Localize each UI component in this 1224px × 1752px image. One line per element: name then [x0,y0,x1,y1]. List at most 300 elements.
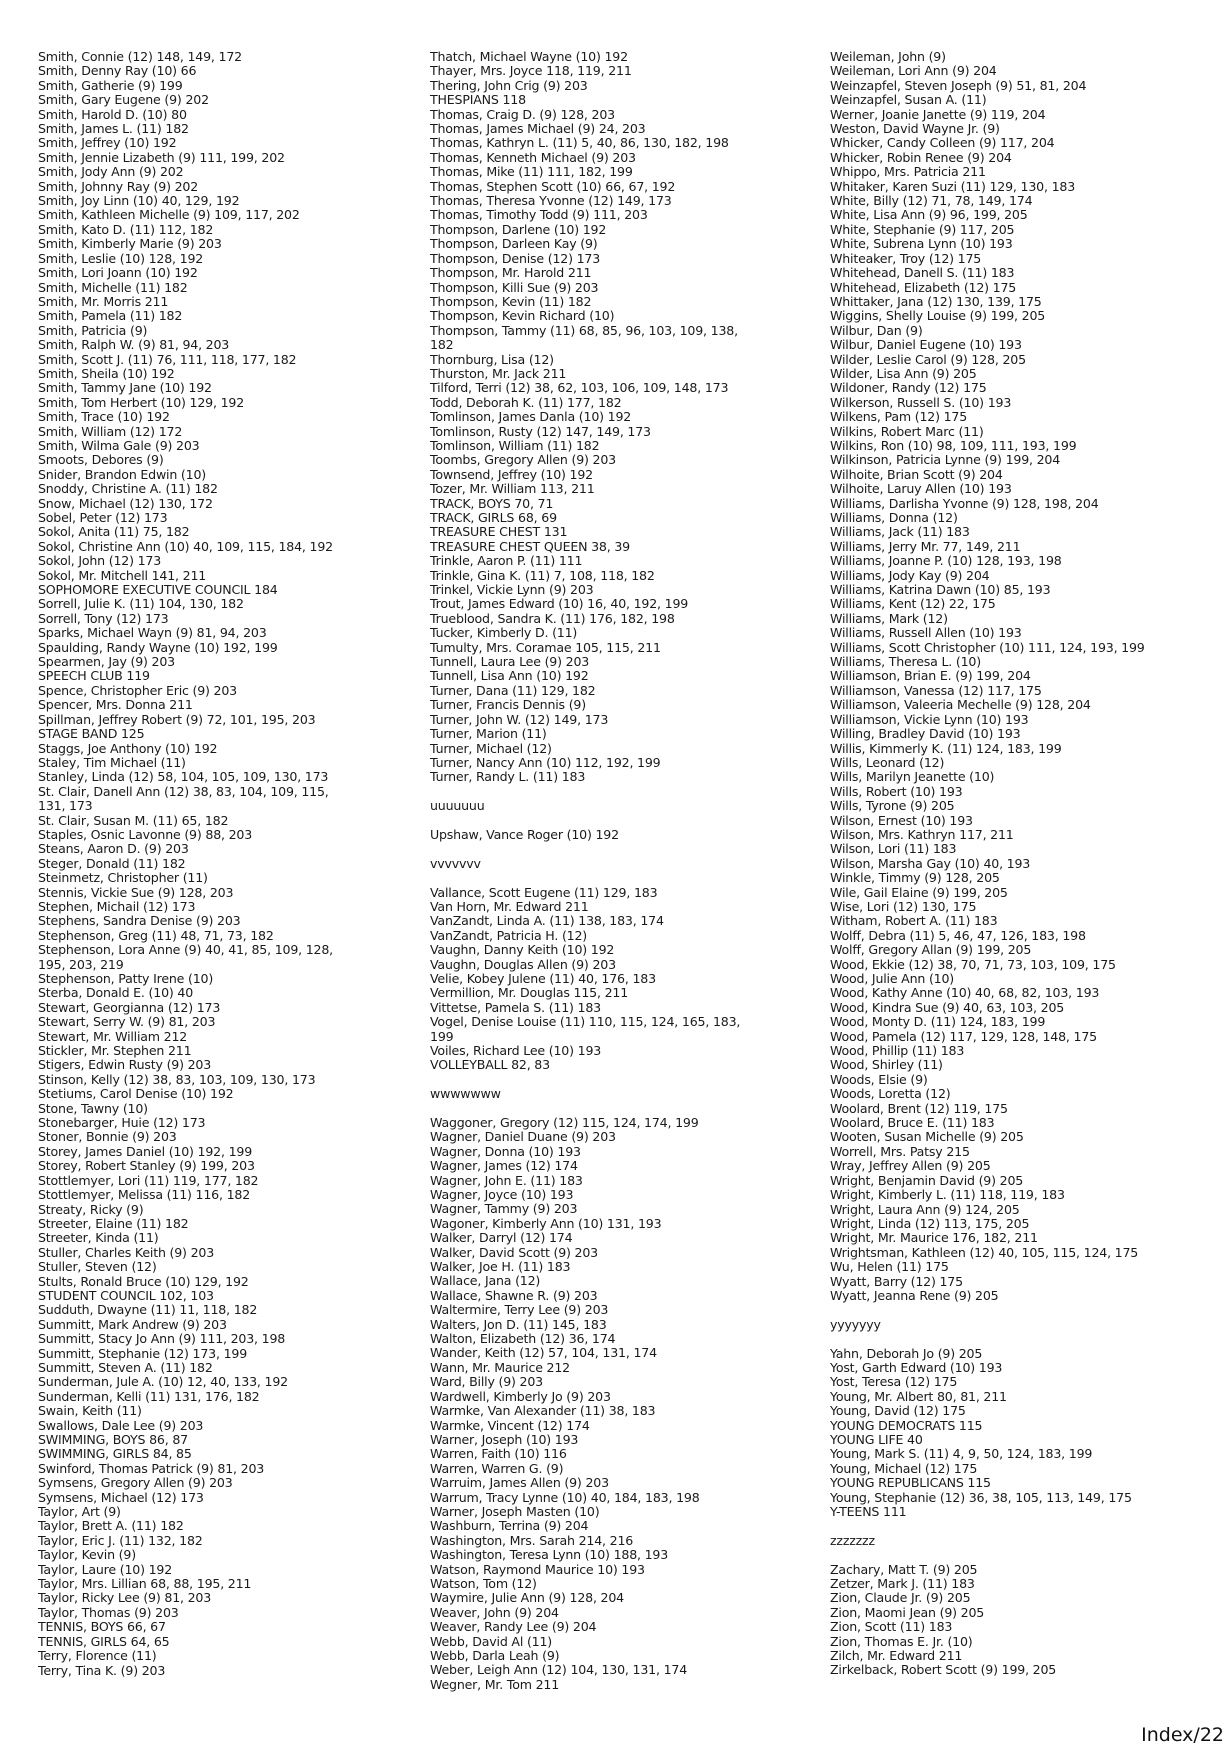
letter-divider: vvvvvvv [430,855,481,871]
index-entry: Tomlinson, Rusty (12) 147, 149, 173 [430,423,651,439]
index-entry: Washburn, Terrina (9) 204 [430,1518,589,1534]
index-entry: Wilson, Ernest (10) 193 [830,812,973,828]
index-entry: Walker, David Scott (9) 203 [430,1244,598,1260]
index-entry: Thomas, James Michael (9) 24, 203 [430,121,646,137]
index-entry: Sokol, Mr. Mitchell 141, 211 [38,567,207,583]
index-entry: Sudduth, Dwayne (11) 11, 118, 182 [38,1302,258,1318]
index-entry: Thomas, Craig D. (9) 128, 203 [430,106,615,122]
index-entry: Williamson, Brian E. (9) 199, 204 [830,668,1031,684]
index-entry: VanZandt, Patricia H. (12) [430,927,588,943]
index-entry: St. Clair, Susan M. (11) 65, 182 [38,812,229,828]
index-entry: Streaty, Ricky (9) [38,1201,144,1217]
index-entry: Stults, Ronald Bruce (10) 129, 192 [38,1273,249,1289]
index-entry: Thomas, Timothy Todd (9) 111, 203 [430,207,648,223]
index-entry: Washington, Teresa Lynn (10) 188, 193 [430,1547,669,1563]
index-entry: TRACK, GIRLS 68, 69 [430,510,557,525]
index-entry: Thompson, Kevin (11) 182 [430,293,592,309]
index-entry: Thompson, Darleen Kay (9) [430,236,598,252]
index-entry: Thomas, Kathryn L. (11) 5, 40, 86, 130, 182, 198 [430,135,729,151]
letter-divider: uuuuuuu [430,798,485,814]
index-entry: Zion, Claude Jr. (9) 205 [830,1590,971,1606]
index-entry: Trinkel, Vickie Lynn (9) 203 [430,582,594,598]
index-entry: Thomas, Theresa Yvonne (12) 149, 173 [430,193,672,209]
index-entry: Zion, Scott (11) 183 [830,1619,953,1635]
index-entry: Warren, Faith (10) 116 [430,1446,567,1462]
index-entry: Sobel, Peter (12) 173 [38,510,168,525]
index-entry: Spencer, Mrs. Donna 211 [38,697,193,713]
index-entry: Smith, Jody Ann (9) 202 [38,164,184,180]
index-entry: Webb, David Al (11) [430,1633,552,1649]
index-entry: Sterba, Donald E. (10) 40 [38,985,194,1001]
letter-divider: yyyyyyy [830,1316,881,1332]
index-entry: Wilson, Marsha Gay (10) 40, 193 [830,855,1031,871]
index-entry: Wilkerson, Russell S. (10) 193 [830,394,1012,410]
index-entry: Stanley, Linda (12) 58, 104, 105, 109, 130, 173 [38,769,329,785]
index-entry: Woolard, Brent (12) 119, 175 [830,1100,1008,1116]
index-entry: Williamson, Vickie Lynn (10) 193 [830,711,1029,727]
index-entry: Weston, David Wayne Jr. (9) [830,121,1000,137]
index-entry: Whippo, Mrs. Patricia 211 [830,164,986,180]
index-entry: Wilkens, Pam (12) 175 [830,409,968,425]
index-entry: Tumulty, Mrs. Coramae 105, 115, 211 [430,639,661,655]
index-entry: Wilbur, Dan (9) [830,322,923,338]
index-entry: Van Horn, Mr. Edward 211 [430,898,589,914]
index-entry: Thomas, Stephen Scott (10) 66, 67, 192 [430,178,676,194]
index-entry: Weileman, Lori Ann (9) 204 [830,63,997,79]
index-entry: Steinmetz, Christopher (11) [38,870,208,886]
index-entry: Yost, Garth Edward (10) 193 [830,1359,1003,1375]
index-entry: Stewart, Mr. William 212 [38,1028,188,1044]
spacer [830,1519,1220,1533]
index-column-3 [830,50,1220,1678]
index-entry: Turner, Nancy Ann (10) 112, 192, 199 [430,754,661,770]
index-entry: Thompson, Darlene (10) 192 [430,221,607,237]
index-entry: Walker, Joe H. (11) 183 [430,1259,571,1275]
index-entry: Williams, Kent (12) 22, 175 [830,596,996,612]
index-entry: Williamson, Vanessa (12) 117, 175 [830,682,1042,698]
index-entry: Warmke, Vincent (12) 174 [430,1417,590,1433]
index-entry: Swinford, Thomas Patrick (9) 81, 203 [38,1460,265,1476]
index-entry: Vogel, Denise Louise (11) 110, 115, 124, 165, 183, [430,1014,741,1030]
index-entry: Wagner, Joyce (10) 193 [430,1187,574,1202]
index-entry: Turner, Marion (11) [430,726,547,742]
index-entry: Wegner, Mr. Tom 211 [430,1676,560,1692]
index-entry: Warner, Joseph (10) 193 [430,1431,579,1447]
index-entry: Williams, Mark (12) [830,610,948,626]
index-entry: TENNIS, GIRLS 64, 65 [38,1633,170,1649]
index-entry: STUDENT COUNCIL 102, 103 [38,1287,214,1303]
index-entry: Smith, Kimberly Marie (9) 203 [38,236,222,252]
index-entry: Wood, Pamela (12) 117, 129, 128, 148, 175 [830,1028,1097,1044]
index-entry: St. Clair, Danell Ann (12) 38, 83, 104, 109, 115, [38,783,329,799]
index-entry: Vaughn, Douglas Allen (9) 203 [430,956,616,972]
index-entry: Wagner, Donna (10) 193 [430,1143,581,1159]
index-entry: Weber, Leigh Ann (12) 104, 130, 131, 174 [430,1662,688,1678]
index-entry: Symsens, Michael (12) 173 [38,1489,204,1505]
index-entry: Sorrell, Julie K. (11) 104, 130, 182 [38,596,244,612]
index-entry: SOPHOMORE EXECUTIVE COUNCIL 184 [38,582,278,598]
index-entry: Williams, Jack (11) 183 [830,524,970,540]
index-entry: Williams, Theresa L. (10) [830,654,981,670]
index-entry: Wood, Kindra Sue (9) 40, 63, 103, 205 [830,999,1065,1015]
index-entry: Willis, Kimmerly K. (11) 124, 183, 199 [830,740,1062,756]
index-entry: Vermillion, Mr. Douglas 115, 211 [430,985,629,1001]
index-entry: Worrell, Mrs. Patsy 215 [830,1143,970,1159]
index-entry: Sokol, Anita (11) 75, 182 [38,524,190,540]
index-entry: Young, Stephanie (12) 36, 38, 105, 113, 149, 175 [830,1489,1132,1505]
index-entry: Wilson, Mrs. Kathryn 117, 211 [830,826,1014,842]
index-entry: Stennis, Vickie Sue (9) 128, 203 [38,884,234,900]
index-entry: Smith, Leslie (10) 128, 192 [38,250,204,266]
index-entry: Staggs, Joe Anthony (10) 192 [38,740,218,756]
index-entry: 182 [430,337,454,353]
index-entry: Woolard, Bruce E. (11) 183 [830,1115,995,1131]
index-entry: Waymire, Julie Ann (9) 128, 204 [430,1590,624,1606]
index-entry: Smith, Sheila (10) 192 [38,365,175,381]
index-entry: Taylor, Art (9) [38,1504,121,1520]
index-entry: Walton, Elizabeth (12) 36, 174 [430,1331,616,1347]
spacer [430,785,830,799]
index-entry: Stewart, Georgianna (12) 173 [38,999,221,1015]
index-entry: Woods, Loretta (12) [830,1086,951,1102]
index-entry: Weileman, John (9) [830,49,946,64]
spacer [430,1073,830,1087]
spacer [430,814,830,828]
spacer [830,1548,1220,1562]
index-entry: Wann, Mr. Maurice 212 [430,1359,570,1375]
index-entry: Wiggins, Shelly Louise (9) 199, 205 [830,308,1046,324]
index-entry: Williams, Darlisha Yvonne (9) 128, 198, 204 [830,495,1099,511]
index-entry: Zachary, Matt T. (9) 205 [830,1561,978,1577]
index-entry: Wood, Phillip (11) 183 [830,1043,965,1059]
index-entry: Trout, James Edward (10) 16, 40, 192, 199 [430,596,689,612]
index-entry: Wood, Shirley (11) [830,1057,943,1073]
index-entry: Wills, Tyrone (9) 205 [830,798,955,814]
index-entry: Zetzer, Mark J. (11) 183 [830,1576,975,1591]
index-entry: Smith, William (12) 172 [38,423,183,439]
index-entry: Tucker, Kimberly D. (11) [430,625,578,641]
index-entry: Wills, Robert (10) 193 [830,783,963,799]
index-entry: Taylor, Kevin (9) [38,1547,136,1563]
index-entry: Smith, Denny Ray (10) 66 [38,63,197,79]
index-entry: Wooten, Susan Michelle (9) 205 [830,1129,1024,1145]
index-entry: Williams, Jerry Mr. 77, 149, 211 [830,538,1021,554]
index-entry: Tomlinson, William (11) 182 [430,437,600,453]
spacer [430,842,830,856]
index-entry: Wright, Laura Ann (9) 124, 205 [830,1201,1020,1217]
index-entry: Turner, Randy L. (11) 183 [430,769,586,785]
index-entry: Whittaker, Jana (12) 130, 139, 175 [830,293,1042,309]
index-entry: Wilhoite, Laruy Allen (10) 193 [830,481,1012,497]
index-entry: Stephenson, Patty Irene (10) [38,971,214,986]
index-entry: Thomas, Kenneth Michael (9) 203 [430,149,636,165]
index-entry: Sokol, Christine Ann (10) 40, 109, 115, 184, 192 [38,538,333,554]
index-entry: Wyatt, Barry (12) 175 [830,1273,963,1289]
index-entry: Wilbur, Daniel Eugene (10) 193 [830,337,1022,353]
index-entry: Toombs, Gregory Allen (9) 203 [430,452,616,468]
index-entry: Walker, Darryl (12) 174 [430,1230,573,1246]
index-entry: Stottlemyer, Lori (11) 119, 177, 182 [38,1172,259,1188]
index-entry: Williams, Scott Christopher (10) 111, 124, 193, 199 [830,639,1145,655]
index-column-1 [38,50,428,1678]
index-entry: Wray, Jeffrey Allen (9) 205 [830,1158,991,1174]
index-entry: Tozer, Mr. William 113, 211 [430,481,595,497]
index-entry: Steger, Donald (11) 182 [38,855,186,871]
index-entry: Wyatt, Jeanna Rene (9) 205 [830,1287,999,1303]
index-entry: Stephen, Michail (12) 173 [38,898,196,914]
spacer [430,1102,830,1116]
index-entry: Williams, Joanne P. (10) 128, 193, 198 [830,553,1062,569]
index-entry: Stoner, Bonnie (9) 203 [38,1129,177,1145]
index-entry: Warrum, Tracy Lynne (10) 40, 184, 183, 198 [430,1489,700,1505]
index-entry: Whiteaker, Troy (12) 175 [830,250,982,266]
index-entry: Wills, Leonard (12) [830,754,945,770]
index-entry: 131, 173 [38,798,93,814]
index-entry: Smith, Joy Linn (10) 40, 129, 192 [38,193,240,209]
index-entry: Stottlemyer, Melissa (11) 116, 182 [38,1187,251,1203]
index-entry: Todd, Deborah K. (11) 177, 182 [430,394,622,410]
index-entry: Symsens, Gregory Allen (9) 203 [38,1475,233,1491]
index-entry: Stephenson, Lora Anne (9) 40, 41, 85, 109, 128, [38,942,333,958]
index-entry: Yost, Teresa (12) 175 [830,1374,958,1390]
index-entry: Wood, Monty D. (11) 124, 183, 199 [830,1014,1046,1030]
index-entry: Wagner, Daniel Duane (9) 203 [430,1129,616,1145]
index-entry: Wood, Kathy Anne (10) 40, 68, 82, 103, 193 [830,985,1100,1001]
index-entry: Wood, Julie Ann (10) [830,971,955,986]
index-entry: Watson, Raymond Maurice 10) 193 [430,1561,645,1577]
index-entry: Wolff, Gregory Allan (9) 199, 205 [830,942,1032,958]
index-entry: Thatch, Michael Wayne (10) 192 [430,49,628,64]
letter-divider: wwwwwww [430,1086,501,1102]
index-entry: Smith, Kato D. (11) 112, 182 [38,221,214,237]
index-entry: VOLLEYBALL 82, 83 [430,1057,550,1073]
index-entry: Wright, Linda (12) 113, 175, 205 [830,1215,1030,1231]
spacer [430,871,830,885]
index-entry: Trueblood, Sandra K. (11) 176, 182, 198 [430,610,675,626]
index-entry: White, Billy (12) 71, 78, 149, 174 [830,193,1033,209]
index-entry: Wu, Helen (11) 175 [830,1259,949,1275]
index-entry: Summitt, Mark Andrew (9) 203 [38,1316,227,1332]
index-entry: YOUNG LIFE 40 [830,1431,923,1447]
index-entry: Whitaker, Karen Suzi (11) 129, 130, 183 [830,178,1076,194]
index-entry: YOUNG DEMOCRATS 115 [830,1417,983,1433]
index-entry: Wagner, James (12) 174 [430,1158,578,1174]
index-entry: Williamson, Valeeria Mechelle (9) 128, 204 [830,697,1091,713]
index-entry: Wallace, Jana (12) [430,1273,541,1289]
index-entry: Smith, Harold D. (10) 80 [38,106,187,122]
index-entry: YOUNG REPUBLICANS 115 [830,1475,991,1491]
index-entry: Summitt, Steven A. (11) 182 [38,1359,213,1375]
index-entry: Snow, Michael (12) 130, 172 [38,495,213,511]
index-entry: STAGE BAND 125 [38,726,145,742]
index-entry: Stonebarger, Huie (12) 173 [38,1115,206,1131]
index-entry: Stewart, Serry W. (9) 81, 203 [38,1014,216,1030]
index-entry: Vittetse, Pamela S. (11) 183 [430,999,601,1015]
index-entry: Taylor, Mrs. Lillian 68, 88, 195, 211 [38,1576,252,1592]
index-entry: SWIMMING, BOYS 86, 87 [38,1432,188,1447]
index-entry: Wilson, Lori (11) 183 [830,841,957,857]
index-entry: Zirkelback, Robert Scott (9) 199, 205 [830,1662,1057,1678]
index-entry: Willing, Bradley David (10) 193 [830,726,1021,742]
index-entry: Stephenson, Greg (11) 48, 71, 73, 182 [38,927,274,943]
index-entry: Smith, Kathleen Michelle (9) 109, 117, 202 [38,207,300,223]
index-entry: Smith, Connie (12) 148, 149, 172 [38,49,242,64]
index-entry: Thompson, Kevin Richard (10) [430,308,615,324]
index-entry: Wilkins, Robert Marc (11) [830,423,984,439]
index-entry: Werner, Joanie Janette (9) 119, 204 [830,106,1046,122]
index-entry: 199 [430,1028,454,1044]
index-entry: Turner, Francis Dennis (9) [430,697,586,713]
index-entry: Wildoner, Randy (12) 175 [830,380,987,396]
index-entry: Smith, Johnny Ray (9) 202 [38,178,199,194]
index-entry: Young, David (12) 175 [830,1403,966,1419]
index-entry: TENNIS, BOYS 66, 67 [38,1619,166,1635]
index-entry: TRACK, BOYS 70, 71 [430,495,554,511]
index-entry: Weinzapfel, Steven Joseph (9) 51, 81, 204 [830,77,1087,93]
index-entry: Snoddy, Christine A. (11) 182 [38,481,218,497]
index-entry: Smith, Gary Eugene (9) 202 [38,92,209,108]
index-entry: Whicker, Robin Renee (9) 204 [830,149,1012,165]
index-entry: Sunderman, Kelli (11) 131, 176, 182 [38,1388,260,1404]
letter-divider: zzzzzzz [830,1532,875,1548]
index-entry: Wilkinson, Patricia Lynne (9) 199, 204 [830,452,1061,468]
index-entry: Wrightsman, Kathleen (12) 40, 105, 115, 124, 175 [830,1244,1139,1260]
index-entry: Whitehead, Elizabeth (12) 175 [830,279,1017,295]
index-entry: Wills, Marilyn Jeanette (10) [830,769,995,785]
index-entry: Thompson, Tammy (11) 68, 85, 96, 103, 109, 138, [430,322,738,338]
index-entry: Wagoner, Kimberly Ann (10) 131, 193 [430,1215,662,1231]
index-entry: Tunnell, Lisa Ann (10) 192 [430,668,589,684]
index-entry: Warruim, James Allen (9) 203 [430,1475,609,1491]
index-entry: Weinzapfel, Susan A. (11) [830,92,987,108]
index-entry: Smith, Tom Herbert (10) 129, 192 [38,394,245,410]
index-entry: Sokol, John (12) 173 [38,553,162,569]
index-entry: Young, Mr. Albert 80, 81, 211 [830,1388,1007,1404]
index-entry: THESPIANS 118 [430,92,526,108]
index-entry: Trinkle, Aaron P. (11) 111 [430,553,583,569]
index-entry: Turner, Michael (12) [430,740,552,756]
index-entry: White, Subrena Lynn (10) 193 [830,236,1013,252]
index-entry: SPEECH CLUB 119 [38,668,150,684]
index-entry: Thompson, Mr. Harold 211 [430,265,592,281]
index-entry: 195, 203, 219 [38,956,124,972]
index-entry: Wolff, Debra (11) 5, 46, 47, 126, 183, 198 [830,927,1086,943]
index-entry: Y-TEENS 111 [830,1504,907,1519]
index-entry: Smith, Trace (10) 192 [38,409,170,425]
index-entry: Summitt, Stephanie (12) 173, 199 [38,1345,248,1361]
index-entry: Thornburg, Lisa (12) [430,351,554,367]
index-entry: Spearmen, Jay (9) 203 [38,654,175,670]
index-entry: Vaughn, Danny Keith (10) 192 [430,942,615,958]
index-entry: Woods, Elsie (9) [830,1071,928,1087]
index-entry: Thering, John Crig (9) 203 [430,77,588,93]
index-entry: Watson, Tom (12) [430,1575,537,1591]
index-entry: Spillman, Jeffrey Robert (9) 72, 101, 195, 203 [38,711,316,727]
index-entry: Wallace, Shawne R. (9) 203 [430,1287,598,1303]
index-entry: Winkle, Timmy (9) 128, 205 [830,870,1000,886]
index-entry: Wood, Ekkie (12) 38, 70, 71, 73, 103, 109, 175 [830,956,1116,972]
index-entry: Storey, James Daniel (10) 192, 199 [38,1143,253,1159]
index-entry: Sunderman, Jule A. (10) 12, 40, 133, 192 [38,1374,288,1390]
index-entry: Summitt, Stacy Jo Ann (9) 111, 203, 198 [38,1331,286,1347]
index-entry: Taylor, Ricky Lee (9) 81, 203 [38,1590,212,1606]
index-entry: Smith, Jeffrey (10) 192 [38,135,177,151]
index-entry: Smith, Wilma Gale (9) 203 [38,437,200,453]
index-entry: Weaver, Randy Lee (9) 204 [430,1619,597,1635]
index-entry: Taylor, Eric J. (11) 132, 182 [38,1532,203,1548]
index-entry: Wise, Lori (12) 130, 175 [830,898,977,914]
index-entry: Williams, Russell Allen (10) 193 [830,625,1022,641]
index-entry: Young, Michael (12) 175 [830,1460,978,1476]
page-label: Index/22 [1141,1724,1224,1746]
index-entry: Zilch, Mr. Edward 211 [830,1648,963,1664]
index-entry: Swallows, Dale Lee (9) 203 [38,1417,204,1433]
index-entry: Sorrell, Tony (12) 173 [38,610,169,626]
index-entry: Tomlinson, James Danla (10) 192 [430,409,632,425]
spacer [830,1332,1220,1346]
index-entry: Swain, Keith (11) [38,1403,142,1419]
index-entry: Staples, Osnic Lavonne (9) 88, 203 [38,826,253,842]
index-entry: Wilkins, Ron (10) 98, 109, 111, 193, 199 [830,437,1077,453]
index-entry: SWIMMING, GIRLS 84, 85 [38,1446,192,1462]
index-entry: Smith, Michelle (11) 182 [38,279,188,295]
index-entry: Smith, Patricia (9) [38,322,148,338]
index-entry: Zion, Thomas E. Jr. (10) [830,1633,973,1649]
index-entry: Smith, James L. (11) 182 [38,121,189,137]
index-entry: VanZandt, Linda A. (11) 138, 183, 174 [430,913,664,929]
index-entry: Tilford, Terri (12) 38, 62, 103, 106, 109, 148, 173 [430,380,729,396]
index-entry: TREASURE CHEST QUEEN 38, 39 [430,538,630,554]
index-entry: Staley, Tim Michael (11) [38,754,186,770]
index-entry: Smith, Gatherie (9) 199 [38,77,183,93]
index-entry: Wagner, Tammy (9) 203 [430,1201,578,1217]
index-entry: White, Stephanie (9) 117, 205 [830,221,1015,237]
index-entry: Spence, Christopher Eric (9) 203 [38,682,237,698]
index-entry: Terry, Tina K. (9) 203 [38,1662,166,1678]
index-entry: Williams, Donna (12) [830,510,958,525]
index-entry: Voiles, Richard Lee (10) 193 [430,1042,602,1058]
index-entry: Smith, Mr. Morris 211 [38,293,169,309]
index-entry: Spaulding, Randy Wayne (10) 192, 199 [38,639,278,655]
index-entry: Thompson, Killi Sue (9) 203 [430,279,599,295]
index-entry: Thompson, Denise (12) 173 [430,250,601,266]
index-entry: Velie, Kobey Julene (11) 40, 176, 183 [430,970,656,986]
index-entry: Smith, Ralph W. (9) 81, 94, 203 [38,337,230,353]
index-entry: Smith, Jennie Lizabeth (9) 111, 199, 202 [38,149,285,165]
index-entry: Streeter, Elaine (11) 182 [38,1215,189,1231]
index-entry: White, Lisa Ann (9) 96, 199, 205 [830,207,1028,223]
index-entry: Wile, Gail Elaine (9) 199, 205 [830,884,1008,900]
index-entry: Steans, Aaron D. (9) 203 [38,841,189,857]
index-entry: Thomas, Mike (11) 111, 182, 199 [430,164,633,180]
index-entry: Warner, Joseph Masten (10) [430,1503,600,1519]
index-entry: Smith, Scott J. (11) 76, 111, 118, 177, 182 [38,351,297,367]
index-entry: Stickler, Mr. Stephen 211 [38,1043,192,1059]
index-entry: Stinson, Kelly (12) 38, 83, 103, 109, 130, 173 [38,1071,316,1087]
index-entry: Washington, Mrs. Sarah 214, 216 [430,1532,634,1548]
index-entry: Wright, Kimberly L. (11) 118, 119, 183 [830,1187,1065,1203]
index-entry: Storey, Robert Stanley (9) 199, 203 [38,1158,255,1174]
index-entry: Wardwell, Kimberly Jo (9) 203 [430,1388,611,1404]
index-entry: Whicker, Candy Colleen (9) 117, 204 [830,135,1055,151]
index-entry: Waltermire, Terry Lee (9) 203 [430,1302,609,1318]
index-entry: Warren, Warren G. (9) [430,1460,564,1476]
index-entry: Townsend, Jeffrey (10) 192 [430,466,593,482]
index-entry: Stigers, Edwin Rusty (9) 203 [38,1057,212,1073]
index-entry: Witham, Robert A. (11) 183 [830,913,998,929]
index-entry: Stephens, Sandra Denise (9) 203 [38,913,241,929]
spacer [830,1303,1220,1317]
